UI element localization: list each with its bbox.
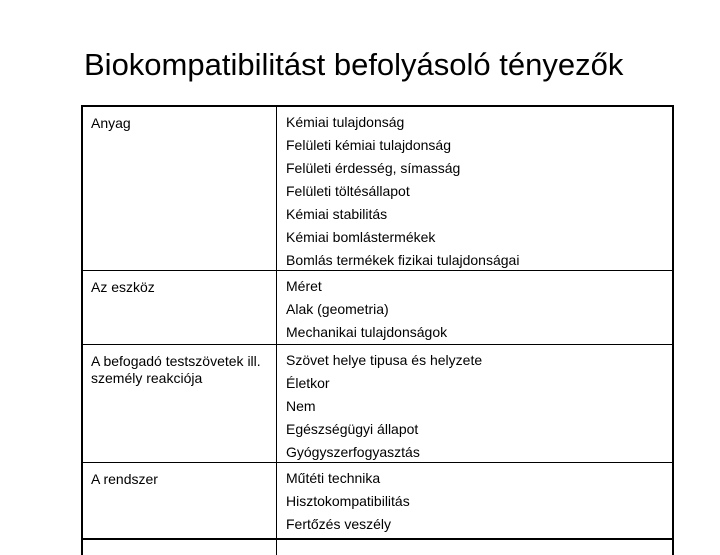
factor-item: Műtéti technika xyxy=(286,470,381,486)
slide-title: Biokompatibilitást befolyásoló tényezők xyxy=(84,47,624,82)
row-label: A rendszer xyxy=(91,471,158,487)
factor-item: Hisztokompatibilitás xyxy=(286,493,410,509)
row-label: A befogadó testszövetek ill. személy reakciója xyxy=(91,353,261,386)
table-row-rendszer xyxy=(83,463,672,540)
factor-item: Kémiai tulajdonság xyxy=(286,114,405,130)
factor-item: Fertőzés veszély xyxy=(286,516,392,532)
table-row-eszkoz xyxy=(83,271,672,345)
factor-item: Méret xyxy=(286,278,322,294)
factor-item: Egészségügyi állapot xyxy=(286,421,419,437)
factor-item: Kémiai bomlástermékek xyxy=(286,229,436,245)
factor-item: Nem xyxy=(286,398,316,414)
factor-item: Felületi kémiai tulajdonság xyxy=(286,137,451,153)
factor-item: Szövet helye tipusa és helyzete xyxy=(286,352,483,368)
factor-item: Alak (geometria) xyxy=(286,301,389,317)
table-row-anyag xyxy=(83,107,672,271)
factor-item: Életkor xyxy=(286,375,330,391)
row-factors xyxy=(286,467,668,536)
factor-item: Bomlás termékek fizikai tulajdonságai xyxy=(286,252,520,268)
factor-item: Kémiai stabilitás xyxy=(286,206,388,222)
factor-item: Gyógyszerfogyasztás xyxy=(286,444,420,460)
row-factors xyxy=(286,275,668,344)
factor-item: Mechanikai tulajdonságok xyxy=(286,324,448,340)
factor-item: Felületi töltésállapot xyxy=(286,183,410,199)
row-label: Anyag xyxy=(91,115,131,131)
row-factors xyxy=(286,349,668,464)
factor-item: Felületi érdesség, símasság xyxy=(286,160,461,176)
table-row-befogado xyxy=(83,345,672,463)
factors-table xyxy=(81,105,674,555)
row-label: Az eszköz xyxy=(91,279,155,295)
row-factors xyxy=(286,111,668,272)
